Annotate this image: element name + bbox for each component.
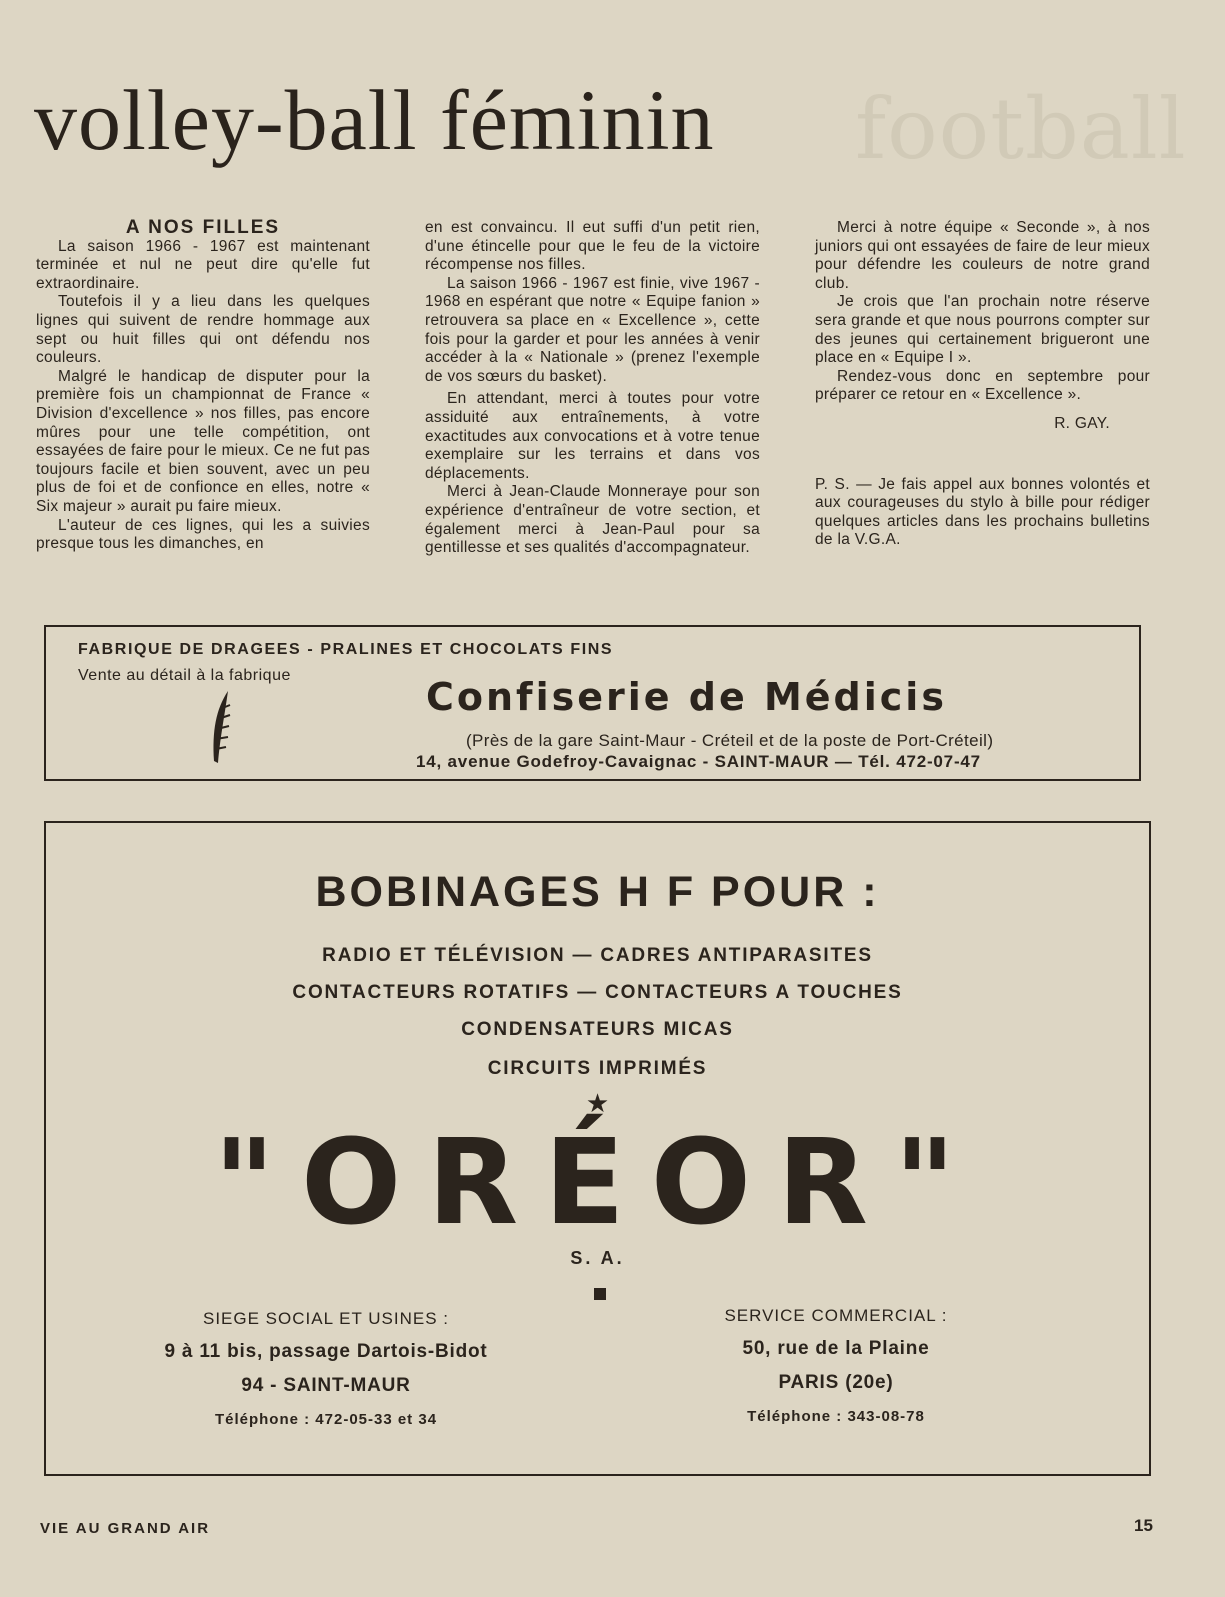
brand-name: "ORÉOR"	[213, 1113, 982, 1251]
phone-line: Téléphone : 472-05-33 et 34	[214, 1411, 438, 1428]
paragraph: L'auteur de ces lignes, qui les a suivies presque tous les dimanches, en	[36, 516, 370, 553]
paragraph: Merci à notre équipe « Seconde », à nos juniors qui ont essayées de faire de leur mieux pour défendre les couleurs de notre grand club.	[815, 219, 1150, 292]
company-type: S. A.	[570, 1248, 625, 1268]
paragraph: Rendez-vous donc en septembre pour préparer ce retour en « Excellence ».	[815, 367, 1150, 404]
paragraph: En attendant, merci à toutes pour votre assiduité aux entraînements, à votre exactitudes aux convocations et à votre tenue exemplaire sur les terrains et dans vos déplacements.	[425, 390, 760, 482]
feather-icon	[206, 689, 246, 769]
block-label: SERVICE COMMERCIAL :	[724, 1306, 948, 1325]
oreor-advertisement	[44, 821, 1151, 1476]
article-column-1	[36, 219, 370, 554]
square-bullet-icon	[594, 1288, 606, 1300]
postscript: P. S. — Je fais appel aux bonnes volontés et aux courageuses du stylo à bille pour rédiger quelques articles dans les prochains bulletins de la V.G.A.	[815, 475, 1150, 549]
article-heading: A NOS FILLES	[125, 217, 281, 238]
paragraph: en est convaincu. Il eut suffi d'un petit rien, d'une étincelle pour que le feu de la victoire récompense nos filles.	[425, 219, 760, 274]
publication-name: VIE AU GRAND AIR	[40, 1520, 211, 1537]
shop-name: Confiserie de Médicis	[426, 675, 947, 719]
product-line: CONTACTEURS ROTATIFS — CONTACTEURS A TOUCHES	[292, 982, 903, 1003]
product-line: CONDENSATEURS MICAS	[461, 1019, 734, 1040]
block-label: SIEGE SOCIAL ET USINES :	[202, 1309, 449, 1328]
confiserie-advertisement	[44, 625, 1141, 781]
paragraph: Toutefois il y a lieu dans les quelques lignes qui suivent de rendre hommage aux sept ou huit filles qui ont défendu nos couleurs.	[36, 293, 370, 367]
shop-address: 14, avenue Godefroy-Cavaignac - SAINT-MAUR — Tél. 472-07-47	[416, 752, 981, 771]
paragraph: Je crois que l'an prochain notre réserve sera grande et que nous pourrons compter sur des jeunes qui certainement brigueront une place en « Equipe I ».	[815, 293, 1150, 367]
phone-line: Téléphone : 343-08-78	[747, 1408, 925, 1425]
paragraph: Malgré le handicap de disputer pour la première fois un championnat de France « Division d'excellence » nos filles, pas encore mûres pour une telle compétition, ont essayées de faire pour le mieux. Ce ne fut pas toujours facile et bien souvent, avec un peu plus de foi et de confionce en elles, notre « Six majeur » aurait pu faire mieux.	[36, 367, 370, 515]
shop-location: (Près de la gare Saint-Maur - Créteil et de la poste de Port-Créteil)	[466, 731, 994, 750]
ad-sub-line: Vente au détail à la fabrique	[78, 667, 291, 684]
paragraph: La saison 1966 - 1967 est finie, vive 1967 - 1968 en espérant que notre « Equipe fanion » retrouvera sa place en « Excellence », cette fois pour la garder et pour les années à venir accéder à la « Nationale » (prenez l'exemple de vos sœurs du basket).	[425, 274, 760, 385]
article-title: volley-ball féminin	[34, 72, 715, 168]
signature: R. GAY.	[1054, 414, 1110, 432]
address-line: 9 à 11 bis, passage Dartois-Bidot	[164, 1341, 488, 1362]
product-line: CIRCUITS IMPRIMÉS	[487, 1058, 708, 1079]
page-number: 15	[1134, 1516, 1153, 1535]
city-line: 94 - SAINT-MAUR	[241, 1375, 411, 1396]
paragraph: La saison 1966 - 1967 est maintenant terminée et nul ne peut dire qu'elle fut extraordinaire.	[36, 237, 370, 292]
bleed-through-text: football	[855, 80, 1187, 178]
sales-office-block	[606, 1306, 1066, 1425]
article-column-3	[815, 219, 1150, 550]
ad-top-line: FABRIQUE DE DRAGEES - PRALINES ET CHOCOLATS FINS	[78, 641, 614, 658]
address-line: 50, rue de la Plaine	[742, 1338, 930, 1359]
head-office-block	[86, 1309, 566, 1428]
paragraph: Merci à Jean-Claude Monneraye pour son expérience d'entraîneur de votre section, et également merci à Jean-Paul pour sa gentillesse et ses qualités d'accompagnateur.	[425, 483, 760, 557]
product-line: RADIO ET TÉLÉVISION — CADRES ANTIPARASITES	[322, 945, 873, 966]
city-line: PARIS (20e)	[778, 1372, 894, 1393]
star-icon: ★	[585, 1088, 610, 1118]
ad-headline: BOBINAGES H F POUR :	[315, 868, 880, 916]
article-column-2	[425, 219, 760, 558]
